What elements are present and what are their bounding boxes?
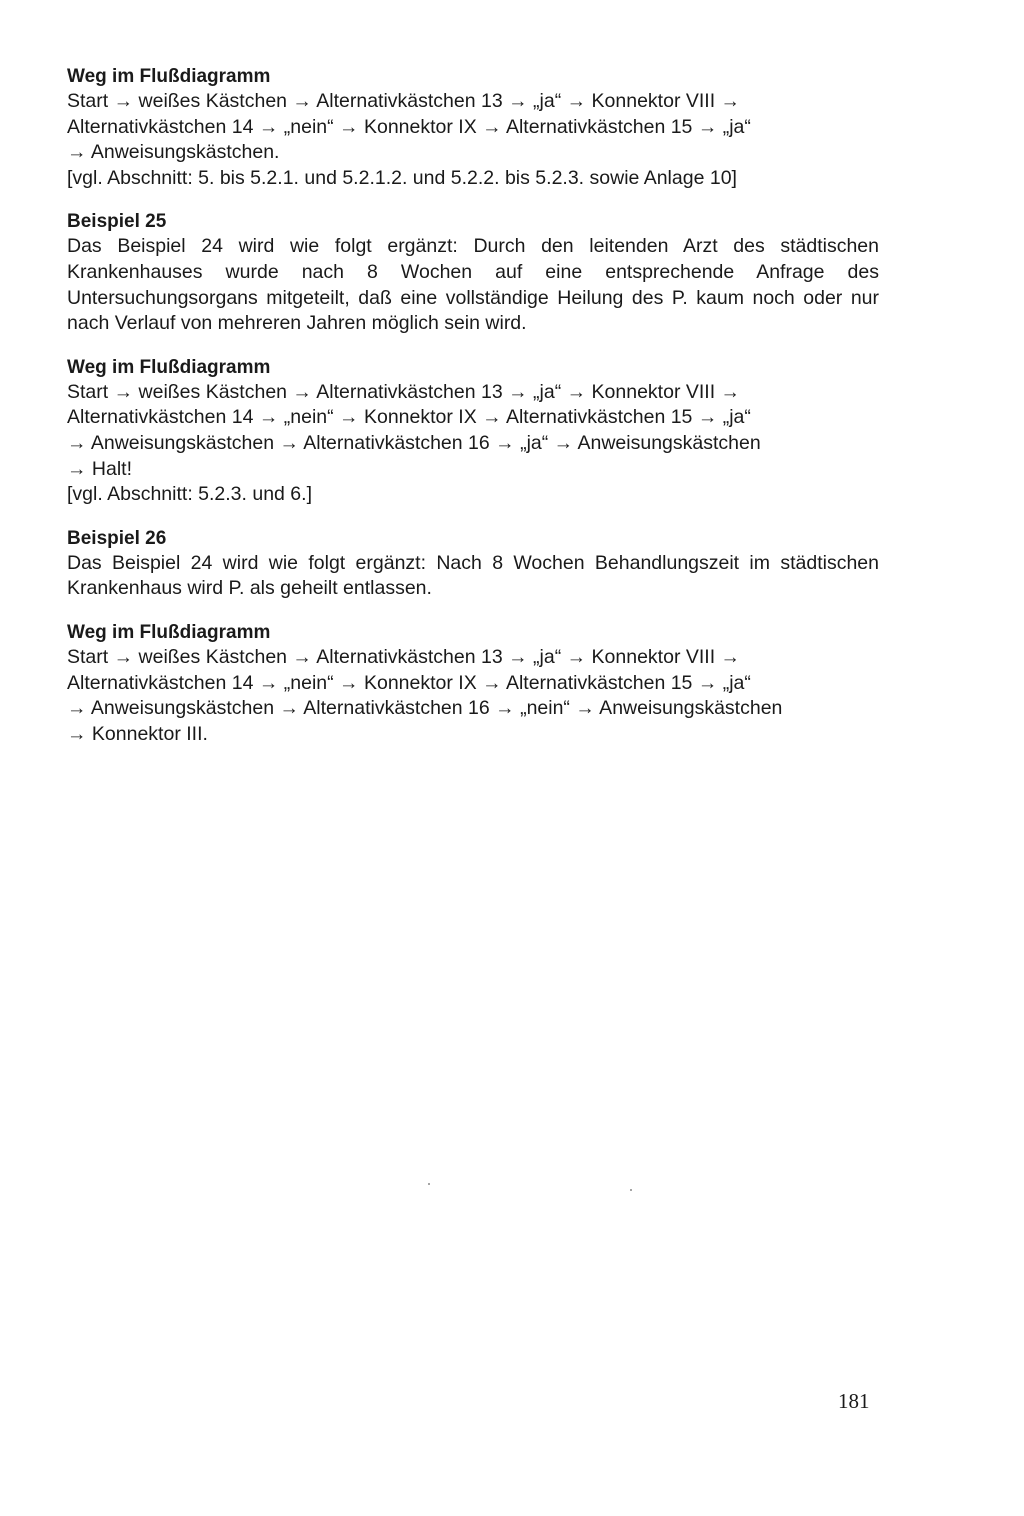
flow-path-line: Start → weißes Kästchen → Alternativkästchen 13 → „ja“ → Konnektor VIII → bbox=[67, 645, 741, 668]
flow-path-line: Alternativkästchen 14 → „nein“ → Konnektor IX → Alternativkästchen 15 → „ja“ bbox=[67, 115, 751, 138]
flow-path-section-1 bbox=[67, 64, 879, 191]
example-paragraph: Das Beispiel 24 wird wie folgt ergänzt: Nach 8 Wochen Behandlungszeit im städtischen Krankenhaus wird P. als geheilt entlassen. bbox=[67, 551, 879, 600]
page-body bbox=[67, 64, 879, 765]
reference-line: [vgl. Abschnitt: 5. bis 5.2.1. und 5.2.1.2. und 5.2.2. bis 5.2.3. sowie Anlage 10] bbox=[67, 166, 737, 189]
section-heading: Beispiel 25 bbox=[67, 211, 167, 233]
flow-path-line: Start → weißes Kästchen → Alternativkästchen 13 → „ja“ → Konnektor VIII → bbox=[67, 90, 741, 112]
flow-path-line: → Anweisungskästchen. bbox=[67, 141, 280, 164]
flow-path-line: → Halt! bbox=[67, 457, 133, 480]
section-heading: Weg im Flußdiagramm bbox=[67, 621, 271, 643]
flow-path-line: → Konnektor III. bbox=[67, 722, 208, 745]
scan-speck bbox=[630, 1189, 632, 1191]
scan-speck bbox=[428, 1183, 430, 1185]
page-number: 181 bbox=[838, 1389, 870, 1413]
flow-path-line: Start → weißes Kästchen → Alternativkästchen 13 → „ja“ → Konnektor VIII → bbox=[67, 380, 741, 403]
flow-path-line: → Anweisungskästchen → Alternativkästchen 16 → „nein“ → Anweisungskästchen bbox=[67, 697, 783, 720]
flow-path-line: Alternativkästchen 14 → „nein“ → Konnektor IX → Alternativkästchen 15 → „ja“ bbox=[67, 406, 751, 429]
example-26-section bbox=[67, 526, 879, 602]
section-heading: Beispiel 26 bbox=[67, 527, 167, 549]
section-heading: Weg im Flußdiagramm bbox=[67, 66, 271, 87]
reference-line: [vgl. Abschnitt: 5.2.3. und 6.] bbox=[67, 483, 312, 506]
example-25-section bbox=[67, 209, 879, 336]
flow-path-section-3 bbox=[67, 620, 879, 747]
section-heading: Weg im Flußdiagramm bbox=[67, 356, 271, 378]
example-paragraph: Das Beispiel 24 wird wie folgt ergänzt: Durch den leitenden Arzt des städtischen Krankenhauses wurde nach 8 Wochen auf eine entsprechende Anfrage des Untersuchungsorgans mitgeteilt, daß eine vollständige Heilung des P. kaum noch oder nur nach Verlauf von mehreren Jahren möglich sein wird. bbox=[67, 235, 879, 335]
flow-path-section-2 bbox=[67, 355, 879, 508]
flow-path-line: Alternativkästchen 14 → „nein“ → Konnektor IX → Alternativkästchen 15 → „ja“ bbox=[67, 671, 751, 694]
flow-path-line: → Anweisungskästchen → Alternativkästchen 16 → „ja“ → Anweisungskästchen bbox=[67, 431, 761, 454]
